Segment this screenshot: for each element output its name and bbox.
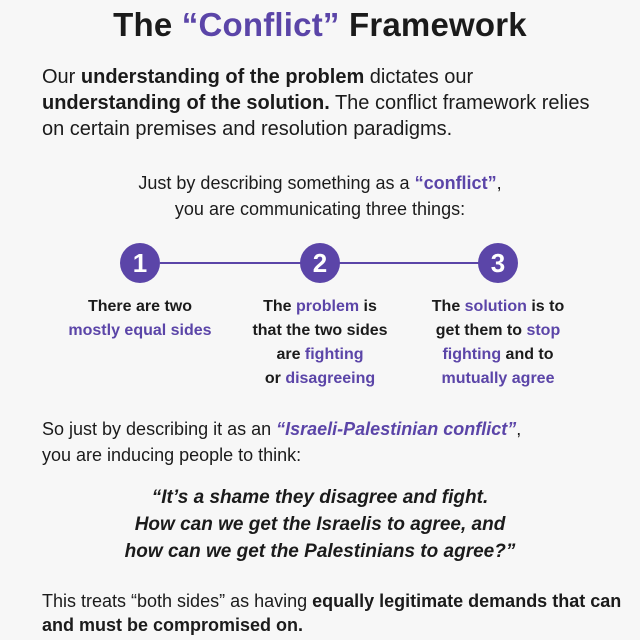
intro-bold-1: understanding of the problem (80, 66, 365, 88)
step-3-text-get: get them to (435, 322, 527, 339)
step-2-text-are: are (276, 346, 305, 363)
three-steps (0, 243, 640, 393)
intro-text-2: dictates our (364, 66, 474, 88)
step-2-text-or: or (264, 370, 286, 387)
step-1-number-badge: 1 (120, 243, 160, 283)
step-3-fighting: fighting (442, 346, 502, 363)
connector-line-1-2 (160, 262, 302, 264)
step-2-text-a: The (263, 298, 296, 315)
framing-highlight: “Israeli-Palestinian conflict” (276, 419, 517, 439)
lead-text: Just by describing something as a (138, 173, 415, 193)
step-3-solution: solution (464, 298, 527, 315)
framing-text: So just by describing it as an (42, 419, 277, 439)
step-2-text (235, 295, 405, 391)
title-prefix: The (113, 6, 182, 43)
step-1-text (55, 295, 225, 343)
step-2-text-c: is (359, 298, 377, 315)
lead-line-2: you are communicating three things: (174, 199, 466, 219)
closing-bold: equally legitimate demands that can and must be compromised on. (42, 591, 622, 635)
intro-text-3: The conflict framework relies on certain premises and resolution paradigms. (42, 92, 590, 140)
closing-text: This treats “both sides” as having (42, 591, 313, 611)
step-3-stop: stop (526, 322, 561, 339)
step-2-line-2: that the two sides (252, 322, 388, 339)
intro-bold-2: understanding of the solution. (42, 92, 330, 114)
lead-comma: , (496, 173, 502, 193)
step-2-problem: problem (295, 298, 360, 315)
quote-line-2: How can we get the Israelis to agree, and (134, 514, 506, 535)
step-2-disagreeing: disagreeing (285, 370, 376, 387)
title-highlight: “Conflict” (181, 6, 340, 43)
step-3-text-and: and to (501, 346, 554, 363)
step-3-text (413, 295, 583, 391)
step-3-text-c: is to (526, 298, 565, 315)
connector-line-2-3 (338, 262, 480, 264)
quote-block (0, 484, 640, 565)
step-1-line-1: There are two (87, 298, 193, 315)
lead-paragraph (0, 170, 640, 222)
lead-highlight: “conflict” (414, 173, 497, 193)
intro-paragraph (42, 64, 612, 142)
framing-line-2: you are inducing people to think: (42, 445, 302, 465)
framing-paragraph (42, 416, 612, 468)
step-1-line-2: mostly equal sides (68, 322, 212, 339)
quote-line-1: “It’s a shame they disagree and fight. (151, 487, 489, 508)
framing-comma: , (516, 419, 522, 439)
step-3-text-a: The (431, 298, 465, 315)
closing-paragraph (42, 589, 622, 637)
step-2-fighting: fighting (304, 346, 364, 363)
page-title (0, 6, 640, 44)
title-suffix: Framework (339, 6, 527, 43)
quote-line-3: how can we get the Palestinians to agree?” (124, 541, 516, 562)
intro-text-1: Our (42, 66, 81, 88)
step-3-number-badge: 3 (478, 243, 518, 283)
step-3-mutually-agree: mutually agree (441, 370, 555, 387)
step-2-number-badge: 2 (300, 243, 340, 283)
